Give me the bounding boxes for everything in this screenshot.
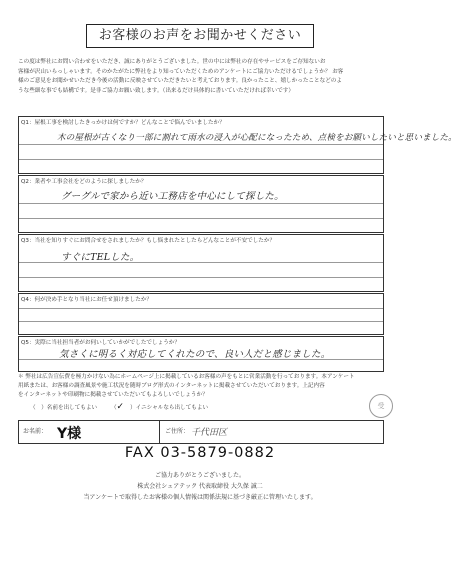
question-box-q3: [18, 234, 384, 292]
customer-address: 千代田区: [191, 428, 228, 438]
intro-line: 客様が沢山いらっしゃいます。そのかたがたに弊社をより知っていただくためのアンケートにご協力いただけるでしょうか？ お客: [18, 68, 344, 75]
customer-name: Y様: [57, 426, 82, 442]
question-box-q5: [18, 336, 384, 372]
question-box-q2: [18, 175, 384, 233]
answer-line: [19, 144, 383, 145]
publication-notice: [18, 373, 382, 400]
answer-line: [19, 218, 383, 219]
answer-text: 木の屋根が古くなり一部に割れて雨水の浸入が心配になったため、点検をお願いしたいと思いました。: [57, 133, 457, 143]
received-stamp: 受: [369, 394, 393, 418]
consent-option-initials[interactable]: （✓ ）イニシャルなら出してもよい: [110, 402, 209, 412]
question-box-q4: [18, 293, 384, 335]
intro-line: うな些細な事でも結構です。是非ご協力お願い致します。（出来るだけ具体的に書いていただければ幸いです）: [18, 87, 294, 94]
question-box-q1: [18, 116, 457, 174]
divider: [159, 421, 160, 443]
customer-info-box: [18, 420, 384, 444]
company-line: 株式会社シェアテック 代表取締役 大久保 誠二: [137, 483, 263, 490]
privacy-notice: 当アンケートで取得したお客様の個人情報は関係法規に基づき厳正に管理いたします。: [83, 494, 317, 501]
notice-line: をインターネットや印刷物に掲載させていただいてもよろしいでしょうか？: [18, 392, 208, 398]
answer-line: [19, 277, 383, 278]
notice-line: ＊ 弊社は広告宣伝費を極力かけない為にホームページ上に掲載しているお客様の声をもとに営業活動を行っております。本アンケート: [18, 374, 355, 380]
address-label: ご住所：: [165, 428, 190, 435]
question-label: Q4：何が決め手となり当社にお任せ頂けましたか？: [21, 297, 153, 303]
question-label: Q5：実際に当社担当者がお伺いしていかがでしたでしょうか？: [21, 340, 180, 346]
fax-number: FAX 03-5879-0882: [124, 445, 276, 461]
thanks-text: ご協力ありがとうございました。: [154, 472, 245, 479]
check-icon: ✓: [116, 402, 125, 412]
intro-line: 様のご意見をお聞かせいただき今後の活動に反映させていただきたいと考えております。良かったこと、嬉しかったことなどのよ: [18, 78, 342, 85]
answer-line: [19, 203, 383, 204]
consent-option-name[interactable]: （ ）名前を出してもよい: [30, 405, 98, 411]
intro-text: [18, 58, 384, 96]
answer-line: [19, 321, 383, 322]
consent-options: [30, 402, 220, 412]
answer-line: [19, 159, 383, 160]
question-label: Q2：業者や工事会社をどのように探しましたか？: [21, 179, 147, 185]
answer-text: グーグルで家から近い工務店を中心にして探した。: [61, 191, 284, 202]
name-label: お名前：: [23, 428, 48, 435]
question-label: Q1：屋根工事を検討したきっかけは何ですか？どんなことで悩んでいましたか？: [21, 120, 225, 126]
answer-line: [19, 308, 383, 309]
page-title: お客様のお声をお聞かせください: [86, 24, 314, 48]
answer-text: すぐにTELした。: [61, 252, 140, 263]
answer-text: 気さくに明るく対応してくれたので、良い人だと感じました。: [59, 349, 331, 360]
question-label: Q3：当社を知りすぐにお問合せをされましたか？もし悩まれたとしたらどんなことが不安でしたか？: [21, 238, 276, 244]
notice-line: 用紙または、お客様の調査風景や施工状況を随時ブログ形式のインターネットに掲載させていただいております。上記内容: [18, 383, 325, 389]
intro-line: この度は弊社にお問い合わせをいただき、誠にありがとうございました。世の中には弊社の存在やサービスをご存知ないお: [18, 59, 326, 65]
